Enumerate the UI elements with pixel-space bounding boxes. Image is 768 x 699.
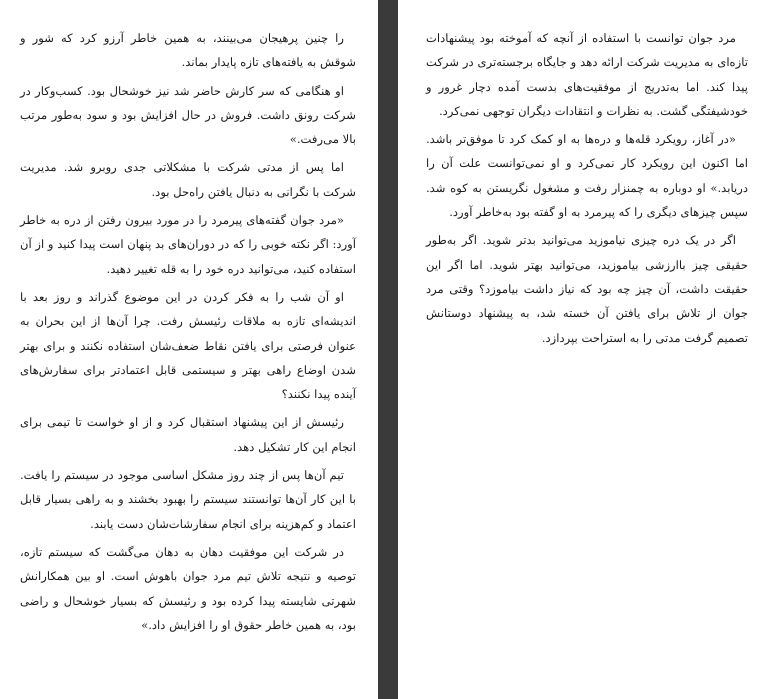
left-paragraph-6: رئیسش از این پیشنهاد استقبال کرد و از او خواست تا تیمی برای انجام این کار تشکیل دهد. xyxy=(20,415,356,454)
left-paragraph-1: را چنین پرهیجان می‌بینند، به همین خاطر آرزو کرد که شور و شوقش به یافته‌های تازه پایدار بماند. xyxy=(20,31,356,70)
right-paragraph-1: مرد جوان توانست با استفاده از آنچه که آموخته بود پیشنهادات تازه‌ای به مدیریت شرکت ارائه دهد و جایگاه برجسته‌تری در شرکت پیدا کند. اما به‌تدریج از موفقیت‌های بدست آمده دچار غرور و خودشیفتگی گشت. به نظرات و انتقادات دیگران توجهی نمی‌کرد. xyxy=(426,31,748,118)
right-page xyxy=(398,0,768,699)
left-paragraph-3: اما پس از مدتی شرکت با مشکلاتی جدی روبرو شد. مدیریت شرکت با نگرانی به دنبال یافتن راه‌حل بود. xyxy=(20,160,356,199)
right-paragraph-2: «در آغاز، رویکرد قله‌ها و دره‌ها به او کمک کرد تا موفق‌تر باشد. اما اکنون این رویکرد کار نمی‌کرد و او نمی‌توانست علت آن را دریابد.» او دوباره به چمنزار رفت و مشغول نگریستن به کوه شد. سپس چیزهای دیگری را که پیرمرد به او گفته بود به‌خاطر آورد. xyxy=(426,132,748,220)
right-paragraph-3: اگر در یک دره چیزی نیاموزید می‌توانید بدتر شوید. اگر به‌طور حقیقی چیز باارزشی بیاموزید، می‌توانید بهتر شوید. اما اگر این حقیقت داشت، آن چیز چه بود که نیاز داشت بیاموزد؟ وقتی مرد جوان از تلاش برای یافتن آن خسته شد، به پیشنهاد دوستانش تصمیم گرفت مدتی را به استراحت بپردازد. xyxy=(426,233,748,345)
left-page xyxy=(0,0,378,699)
left-paragraph-5: او آن شب را به فکر کردن در این موضوع گذراند و روز بعد با اندیشه‌ای تازه به ملاقات رئیسش رفت. چرا آن‌ها از این بحران به عنوان فرصتی برای یافتن نقاط ضعف‌شان استفاده نکنند و برای بهتر شدن اوضاع راهی بهتر و سیستمی قابل اعتمادتر برای سفارش‌های آینده پیدا نکنند؟ xyxy=(20,289,356,402)
left-paragraph-8: در شرکت این موفقیت دهان به دهان می‌گشت که سیستم تازه، توصیه و نتیجه تلاش تیم مرد جوان باهوش است. او بین همکارانش شهرتی شایسته پیدا کرده بود و رئیسش که بسیار خوشحال و راضی بود، به همین خاطر حقوق او را افزایش داد.» xyxy=(20,544,356,632)
left-paragraph-2: او هنگامی که سر کارش حاضر شد نیز خوشحال بود. کسب‌وکار در شرکت رونق داشت. فروش در حال افزایش بود و سود به‌طور مرتب بالا می‌رفت.» xyxy=(20,83,356,147)
left-paragraph-7: تیم آن‌ها پس از چند روز مشکل اساسی موجود در سیستم را یافت. با این کار آن‌ها توانستند سیستم را بهبود بخشند و به راهی بسیار قابل اعتماد و کم‌هزینه برای انجام سفارشات‌شان دست یابند. xyxy=(20,468,356,531)
page-gutter xyxy=(378,0,398,699)
left-paragraph-4: «مرد جوان گفته‌های پیرمرد را در مورد بیرون رفتن از دره به خاطر آورد: اگر نکته خوبی را که در دوران‌های بد پنهان است پیدا کنید و از آن استفاده کنید، می‌توانید دره خود را به قله تغییر دهید. xyxy=(20,213,356,276)
